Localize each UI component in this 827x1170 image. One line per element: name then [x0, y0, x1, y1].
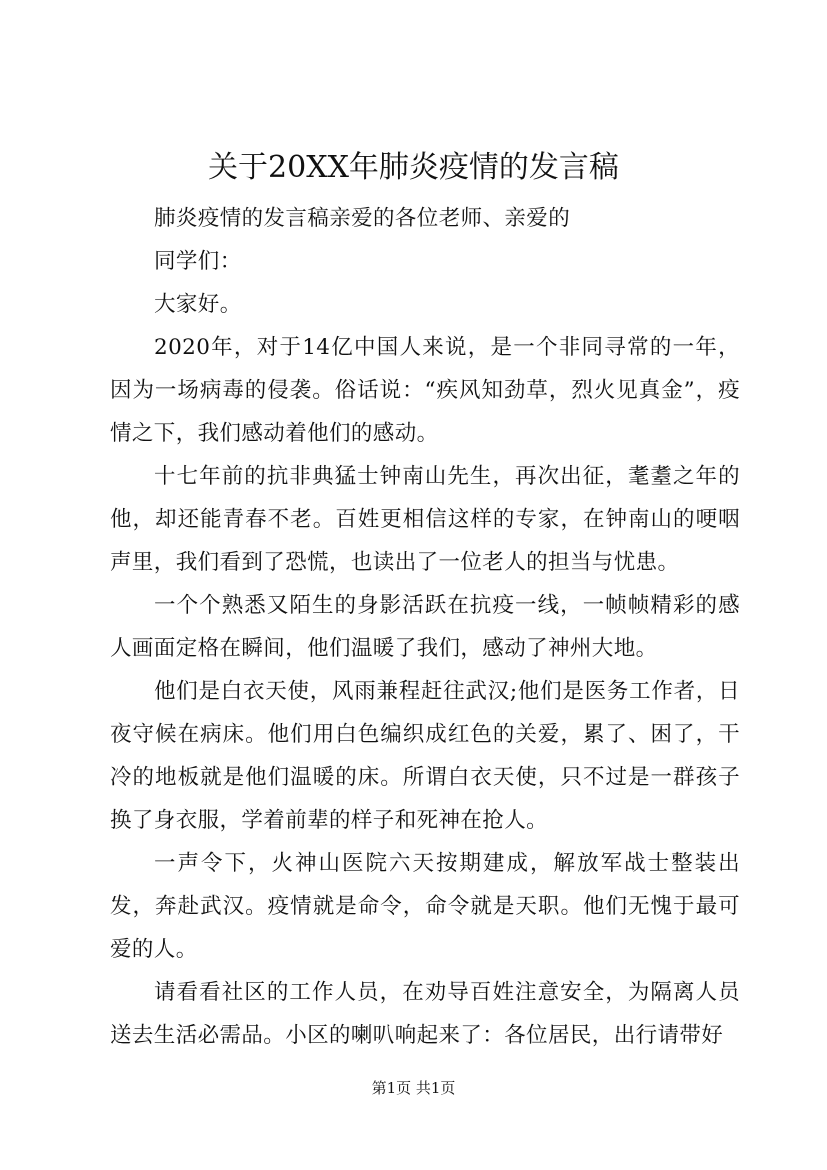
paragraph: 肺炎疫情的发言稿亲爱的各位老师、亲爱的: [154, 206, 571, 231]
paragraph: 一个个熟悉又陌生的身影活跃在抗疫一线，一帧帧精彩的感人画面定格在瞬间，他们温暖了我们，感动了神州大地。: [110, 593, 740, 661]
page-footer: 第1页 共1页: [371, 1079, 456, 1097]
paragraph: 他们是白衣天使，风雨兼程赶往武汉;他们是医务工作者，日夜守候在病床。他们用白色编织成红色的关爱，累了、困了，干冷的地板就是他们温暖的床。所谓白衣天使，只不过是一群孩子换了身衣服，学着前辈的样子和死神在抢人。: [110, 679, 740, 833]
paragraph: 请看看社区的工作人员，在劝导百姓注意安全，为隔离人员送去生活必需品。小区的喇叭响起来了：各位居民，出行请带好: [110, 980, 740, 1048]
document-body: [110, 197, 740, 1057]
paragraph: 2020年，对于14亿中国人来说，是一个非同寻常的一年，因为一场病毒的侵袭。俗话说：“疾风知劲草，烈火见真金”，疫情之下，我们感动着他们的感动。: [110, 335, 740, 446]
paragraph: 同学们：: [154, 249, 242, 274]
paragraph: 一声令下，火神山医院六天按期建成，解放军战士整装出发，奔赴武汉。疫情就是命令，命令就是天职。他们无愧于最可爱的人。: [110, 851, 740, 962]
document-title: 关于20XX年肺炎疫情的发言稿: [208, 150, 619, 185]
paragraph: 大家好。: [154, 292, 242, 317]
paragraph: 十七年前的抗非典猛士钟南山先生，再次出征，耄耋之年的他，却还能青春不老。百姓更相信这样的专家，在钟南山的哽咽声里，我们看到了恐慌，也读出了一位老人的担当与忧患。: [110, 464, 740, 575]
